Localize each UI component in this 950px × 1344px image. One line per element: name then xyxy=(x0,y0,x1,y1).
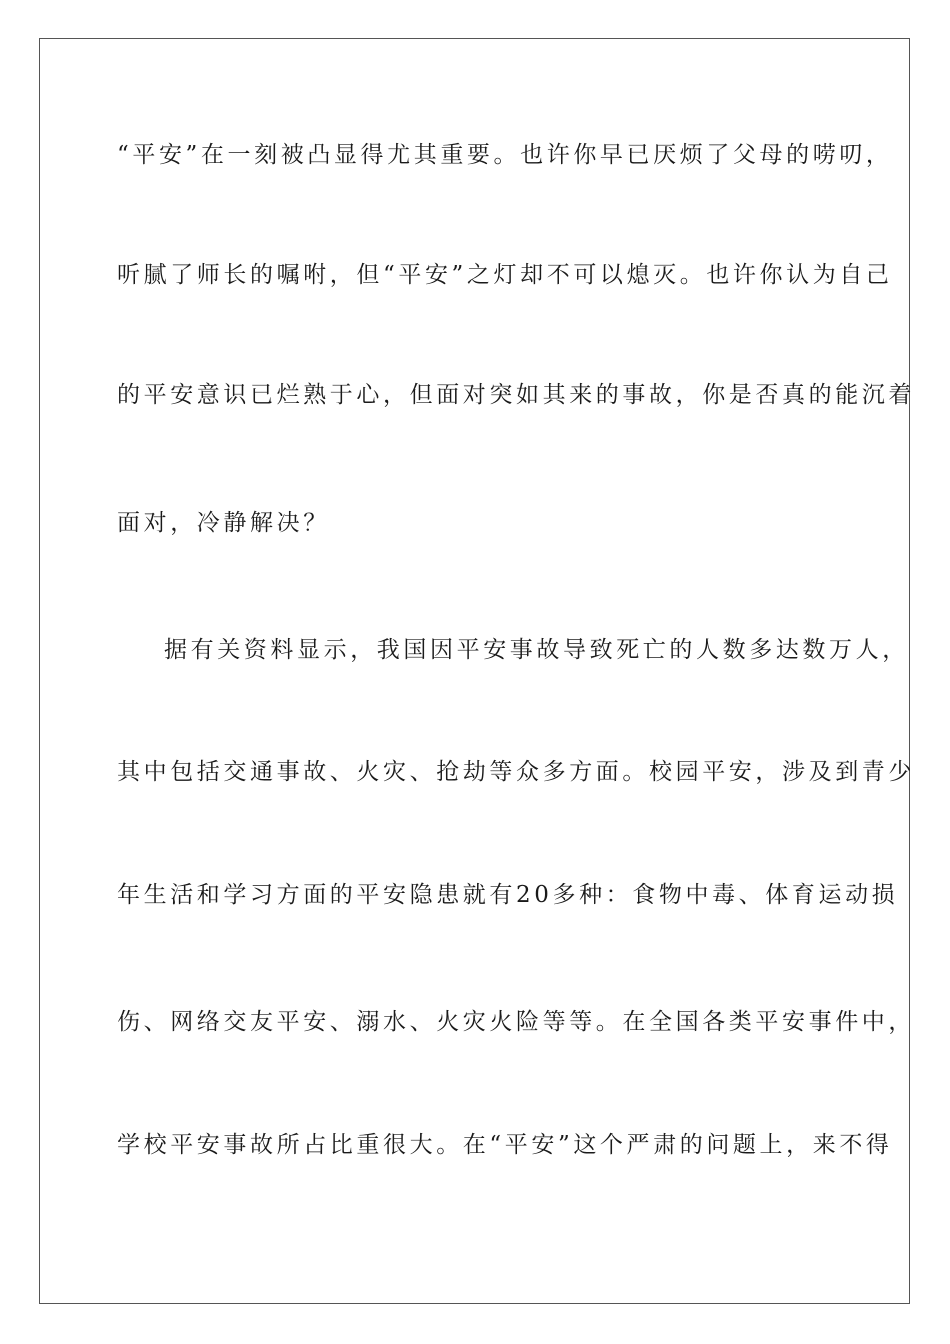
paragraph-line: “平安”在一刻被凸显得尤其重要。也许你早已厌烦了父母的唠叨， xyxy=(117,142,893,168)
paragraph-line: 其中包括交通事故、火灾、抢劫等众多方面。校园平安，涉及到青少 xyxy=(117,759,915,785)
page-border xyxy=(39,38,915,1304)
paragraph-line: 听腻了师长的嘱咐，但“平安”之灯却不可以熄灭。也许你认为自己 xyxy=(117,262,893,288)
paragraph-line: 面对，冷静解决？ xyxy=(117,510,330,536)
paragraph-line: 的平安意识已烂熟于心，但面对突如其来的事故，你是否真的能沉着 xyxy=(117,382,915,408)
paragraph-line: 伤、网络交友平安、溺水、火灾火险等等。在全国各类平安事件中， xyxy=(117,1009,915,1035)
paragraph-line: 据有关资料显示，我国因平安事故导致死亡的人数多达数万人， xyxy=(164,637,909,663)
paragraph-line: 年生活和学习方面的平安隐患就有20多种：食物中毒、体育运动损 xyxy=(117,882,899,908)
paragraph-line: 学校平安事故所占比重很大。在“平安”这个严肃的问题上，来不得 xyxy=(117,1132,893,1158)
